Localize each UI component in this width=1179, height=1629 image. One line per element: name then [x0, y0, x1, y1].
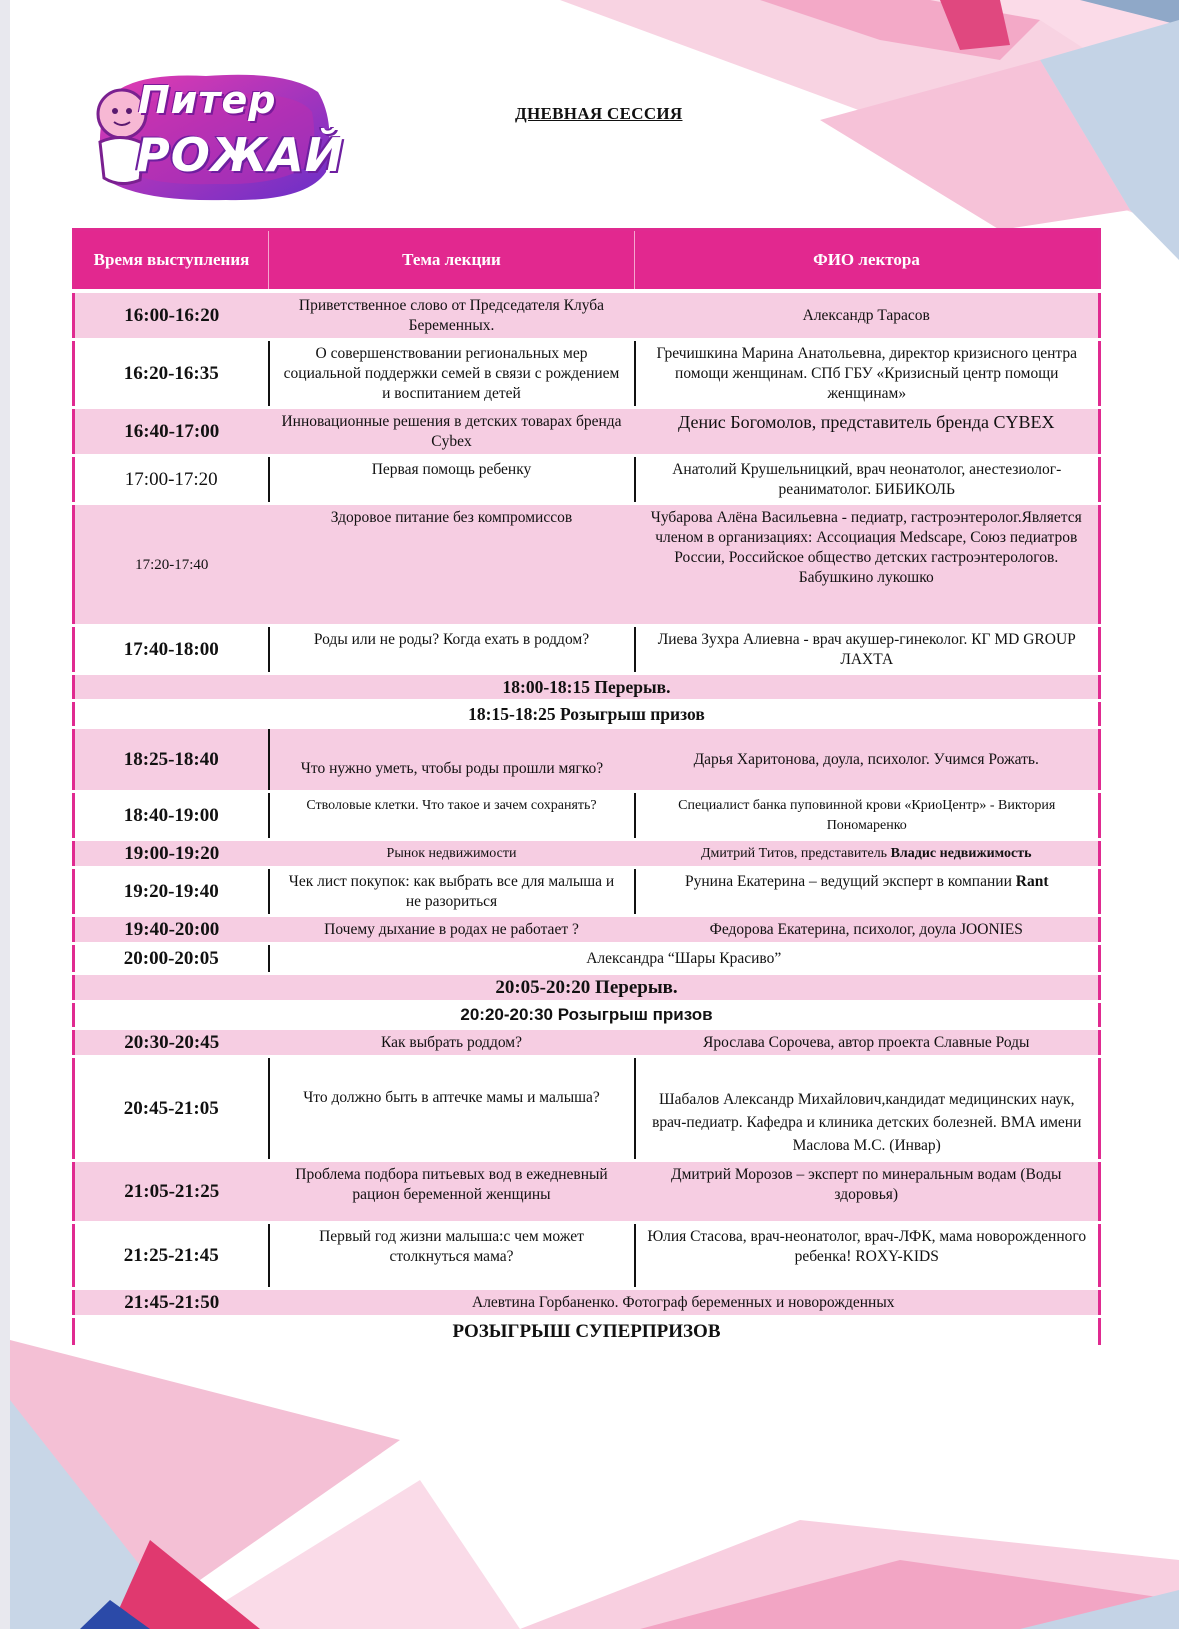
row-speaker: [635, 840, 1100, 868]
row-merged: Алевтина Горбаненко. Фотограф беременных и новорожденных: [269, 1289, 1100, 1317]
prize-draw-row: [74, 1002, 1100, 1029]
table-row: [74, 944, 1100, 974]
table-header-row: [74, 230, 1100, 292]
prize-draw-label: 18:15-18:25 Розыгрыш призов: [74, 701, 1100, 728]
row-speaker: Шабалов Александр Михайлович,кандидат медицинских наук, врач-педиатр. Кафедра и клиника детских болезней. ВМА имени Маслова М.С. (Инвар): [635, 1057, 1100, 1161]
row-time: 21:25-21:45: [74, 1223, 269, 1289]
row-speaker: Юлия Стасова, врач-неонатолог, врач-ЛФК, мама новорожденного ребенка! ROXY-KIDS: [635, 1223, 1100, 1289]
row-topic: О совершенствовании региональных мер социальной поддержки семей в связи с рождением и воспитанием детей: [269, 340, 635, 408]
table-row: [74, 1161, 1100, 1223]
row-topic: Инновационные решения в детских товарах бренда Cybex: [269, 408, 635, 456]
row-speaker: Денис Богомолов, представитель бренда CYBEX: [635, 408, 1100, 456]
prize-draw-label: 20:20-20:30 Розыгрыш призов: [74, 1002, 1100, 1029]
row-topic: Что нужно уметь, чтобы роды прошли мягко?: [269, 728, 635, 792]
row-merged: Александра “Шары Красиво”: [269, 944, 1100, 974]
table-row: [74, 840, 1100, 868]
logo-text-top: Питер: [138, 78, 277, 122]
table-row: [74, 408, 1100, 456]
row-speaker: Лиева Зухра Алиевна - врач акушер-гинеколог. КГ MD GROUP ЛАХТА: [635, 626, 1100, 674]
row-speaker: Ярослава Сорочева, автор проекта Славные Роды: [635, 1029, 1100, 1057]
row-speaker: Дарья Харитонова, доула, психолог. Учимся Рожать.: [635, 728, 1100, 792]
page-title: ДНЕВНАЯ СЕССИЯ: [515, 104, 683, 123]
speaker-company: Rant: [1015, 873, 1049, 890]
row-time: 20:45-21:05: [74, 1057, 269, 1161]
break-row: [74, 974, 1100, 1002]
speaker-name: Рунина Екатерина – ведущий эксперт в компании: [685, 873, 1012, 890]
row-time: 19:40-20:00: [74, 916, 269, 944]
prize-draw-row: [74, 701, 1100, 728]
row-speaker: Гречишкина Марина Анатольевна, директор кризисного центра помощи женщинам. СПб ГБУ «Кризисный центр помощи женщинам»: [635, 340, 1100, 408]
column-header-speaker: ФИО лектора: [635, 230, 1100, 292]
table-row: [74, 1029, 1100, 1057]
logo-text-bottom: РОЖАЙ: [136, 128, 345, 182]
row-speaker: [635, 868, 1100, 916]
speaker-company: Владис недвижимость: [890, 846, 1032, 861]
break-row: [74, 674, 1100, 701]
break-label: 18:00-18:15 Перерыв.: [74, 674, 1100, 701]
super-prize-row: [74, 1317, 1100, 1347]
table-row: [74, 1057, 1100, 1161]
row-topic: Первая помощь ребенку: [269, 456, 635, 504]
row-time: 21:05-21:25: [74, 1161, 269, 1223]
row-topic: Здоровое питание без компромиссов: [269, 504, 635, 626]
row-time: 16:00-16:20: [74, 291, 269, 340]
row-topic: Чек лист покупок: как выбрать все для малыша и не разориться: [269, 868, 635, 916]
table-row: [74, 868, 1100, 916]
row-topic: Проблема подбора питьевых вод в ежедневный рацион беременной женщины: [269, 1161, 635, 1223]
row-time: 19:20-19:40: [74, 868, 269, 916]
table-row: [74, 792, 1100, 840]
row-time: 18:40-19:00: [74, 792, 269, 840]
row-speaker: Александр Тарасов: [635, 291, 1100, 340]
row-speaker: Специалист банка пуповинной крови «КриоЦентр» - Виктория Пономаренко: [635, 792, 1100, 840]
table-row: [74, 291, 1100, 340]
row-time: 20:30-20:45: [74, 1029, 269, 1057]
row-time: 16:40-17:00: [74, 408, 269, 456]
row-speaker: Анатолий Крушельницкий, врач неонатолог, анестезиолог-реаниматолог. БИБИКОЛЬ: [635, 456, 1100, 504]
column-header-time: Время выступления: [74, 230, 269, 292]
row-time: 17:20-17:40: [74, 504, 269, 626]
super-prize-label: РОЗЫГРЫШ СУПЕРПРИЗОВ: [74, 1317, 1100, 1347]
row-time: 21:45-21:50: [74, 1289, 269, 1317]
table-row: [74, 456, 1100, 504]
row-topic: Как выбрать роддом?: [269, 1029, 635, 1057]
table-row: [74, 504, 1100, 626]
row-topic: Почему дыхание в родах не работает ?: [269, 916, 635, 944]
row-speaker: Федорова Екатерина, психолог, доула JOONIES: [635, 916, 1100, 944]
table-row: [74, 340, 1100, 408]
table-row: [74, 626, 1100, 674]
row-topic: Роды или не роды? Когда ехать в роддом?: [269, 626, 635, 674]
row-time: 17:40-18:00: [74, 626, 269, 674]
row-time: 20:00-20:05: [74, 944, 269, 974]
row-topic: Рынок недвижимости: [269, 840, 635, 868]
row-topic: Стволовые клетки. Что такое и зачем сохранять?: [269, 792, 635, 840]
row-topic: Первый год жизни малыша:с чем может столкнуться мама?: [269, 1223, 635, 1289]
row-time: 18:25-18:40: [74, 728, 269, 792]
table-row: [74, 728, 1100, 792]
row-time: 16:20-16:35: [74, 340, 269, 408]
speaker-name: Дмитрий Титов, представитель: [700, 846, 888, 861]
table-row: [74, 916, 1100, 944]
table-row: [74, 1289, 1100, 1317]
logo: [86, 62, 348, 210]
row-speaker: Дмитрий Морозов – эксперт по минеральным водам (Воды здоровья): [635, 1161, 1100, 1223]
column-header-topic: Тема лекции: [269, 230, 635, 292]
row-topic: Приветственное слово от Председателя Клуба Беременных.: [269, 291, 635, 340]
schedule-table: [72, 228, 1101, 1348]
row-topic: Что должно быть в аптечке мамы и малыша?: [269, 1057, 635, 1161]
table-row: [74, 1223, 1100, 1289]
row-time: 19:00-19:20: [74, 840, 269, 868]
row-speaker: Чубарова Алёна Васильевна - педиатр, гастроэнтеролог.Является членом в организациях: Ассоциация Medscape, Союз педиатров России, Российское общество детских гастроэнтерологов. Бабушкино лукошко: [635, 504, 1100, 626]
break-label: 20:05-20:20 Перерыв.: [74, 974, 1100, 1002]
row-time: 17:00-17:20: [74, 456, 269, 504]
